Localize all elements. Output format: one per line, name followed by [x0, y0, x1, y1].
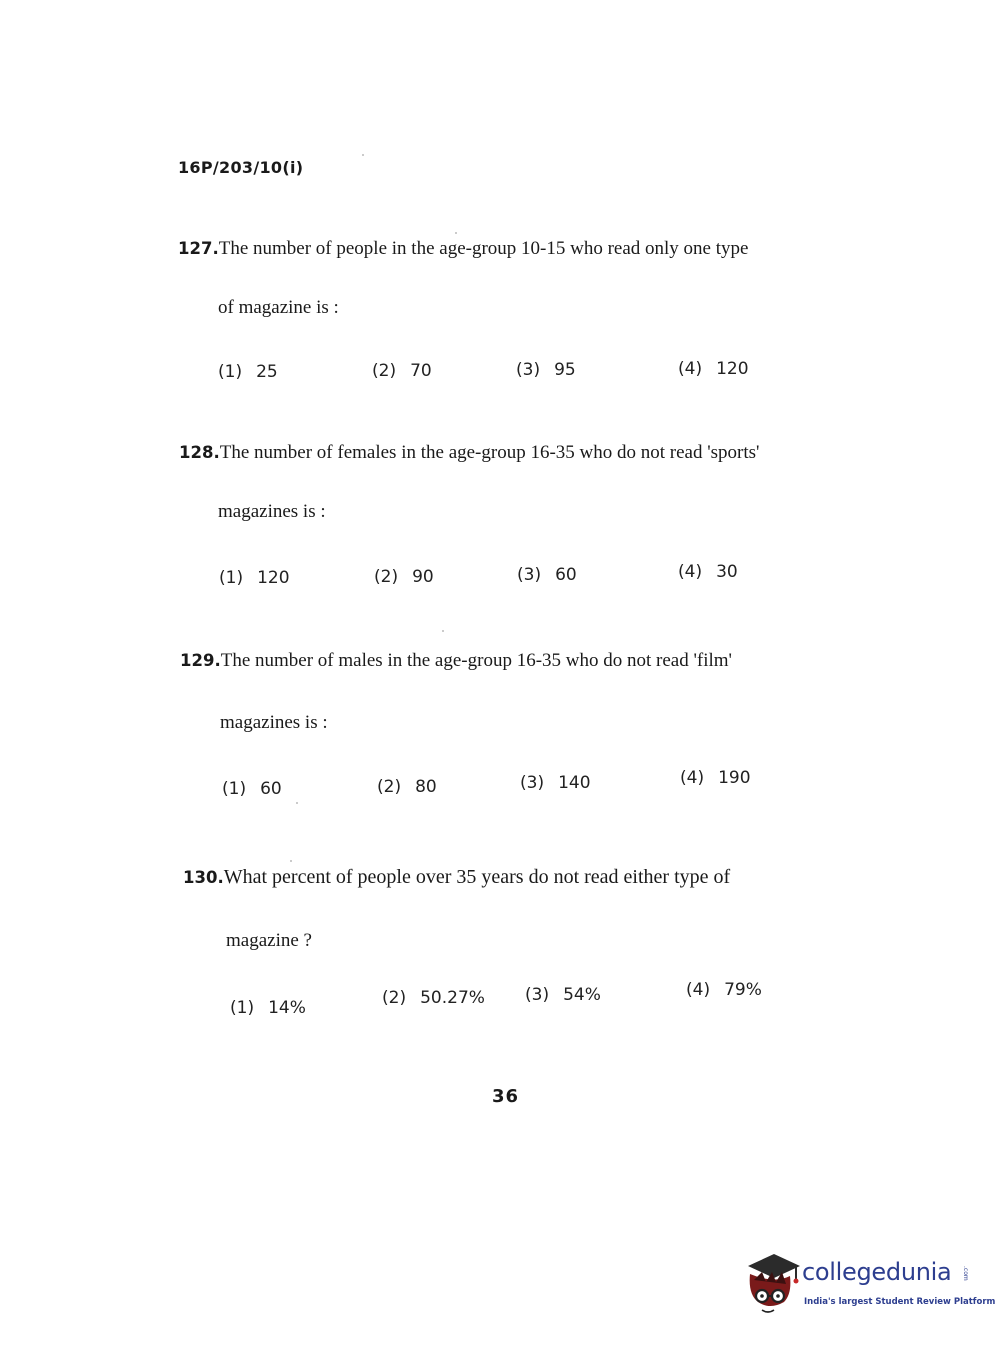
logo-tagline: India's largest Student Review Platform	[804, 1297, 996, 1307]
question-text-line2: magazines is :	[220, 712, 328, 733]
option-4: (4) 190	[680, 768, 751, 788]
collegedunia-logo	[744, 1250, 996, 1320]
question-number: 130.	[183, 868, 224, 887]
option-3: (3) 140	[520, 773, 591, 793]
scan-speck	[290, 860, 292, 862]
option-1: (1) 14%	[230, 998, 306, 1018]
logo-wordmark: collegedunia	[802, 1258, 952, 1286]
option-4: (4) 30	[678, 562, 738, 582]
scan-speck	[296, 802, 298, 804]
question-text-line1: 130.What percent of people over 35 years do not read either type of	[183, 866, 731, 888]
scan-speck	[362, 154, 364, 156]
question-number: 127.	[178, 239, 219, 258]
logo-domain-suffix: .com	[962, 1266, 969, 1281]
option-2: (2) 50.27%	[382, 988, 485, 1008]
option-2: (2) 90	[374, 567, 434, 587]
question-number: 129.	[180, 651, 221, 670]
option-4: (4) 79%	[686, 980, 762, 1000]
question-text-line1: 127.The number of people in the age-group 10-15 who read only one type	[178, 238, 749, 259]
option-2: (2) 70	[372, 361, 432, 381]
option-1: (1) 120	[219, 568, 290, 588]
question-text-line2: of magazine is :	[218, 297, 339, 318]
paper-code: 16P/203/10(i)	[178, 158, 304, 177]
question-text-line1: 128.The number of females in the age-group 16-35 who do not read 'sports'	[179, 442, 760, 463]
page-number: 36	[492, 1086, 520, 1107]
option-1: (1) 60	[222, 779, 282, 799]
question-text-line2: magazines is :	[218, 501, 326, 522]
scan-speck	[442, 630, 444, 632]
question-text-line1: 129.The number of males in the age-group 16-35 who do not read 'film'	[180, 650, 732, 671]
option-3: (3) 60	[517, 565, 577, 585]
question-number: 128.	[179, 443, 220, 462]
option-4: (4) 120	[678, 359, 749, 379]
option-3: (3) 95	[516, 360, 576, 380]
option-3: (3) 54%	[525, 985, 601, 1005]
scan-speck	[455, 232, 457, 234]
option-1: (1) 25	[218, 362, 278, 382]
question-text-line2: magazine ?	[226, 930, 312, 951]
option-2: (2) 80	[377, 777, 437, 797]
mascot-graduation-cap-icon	[744, 1250, 800, 1320]
